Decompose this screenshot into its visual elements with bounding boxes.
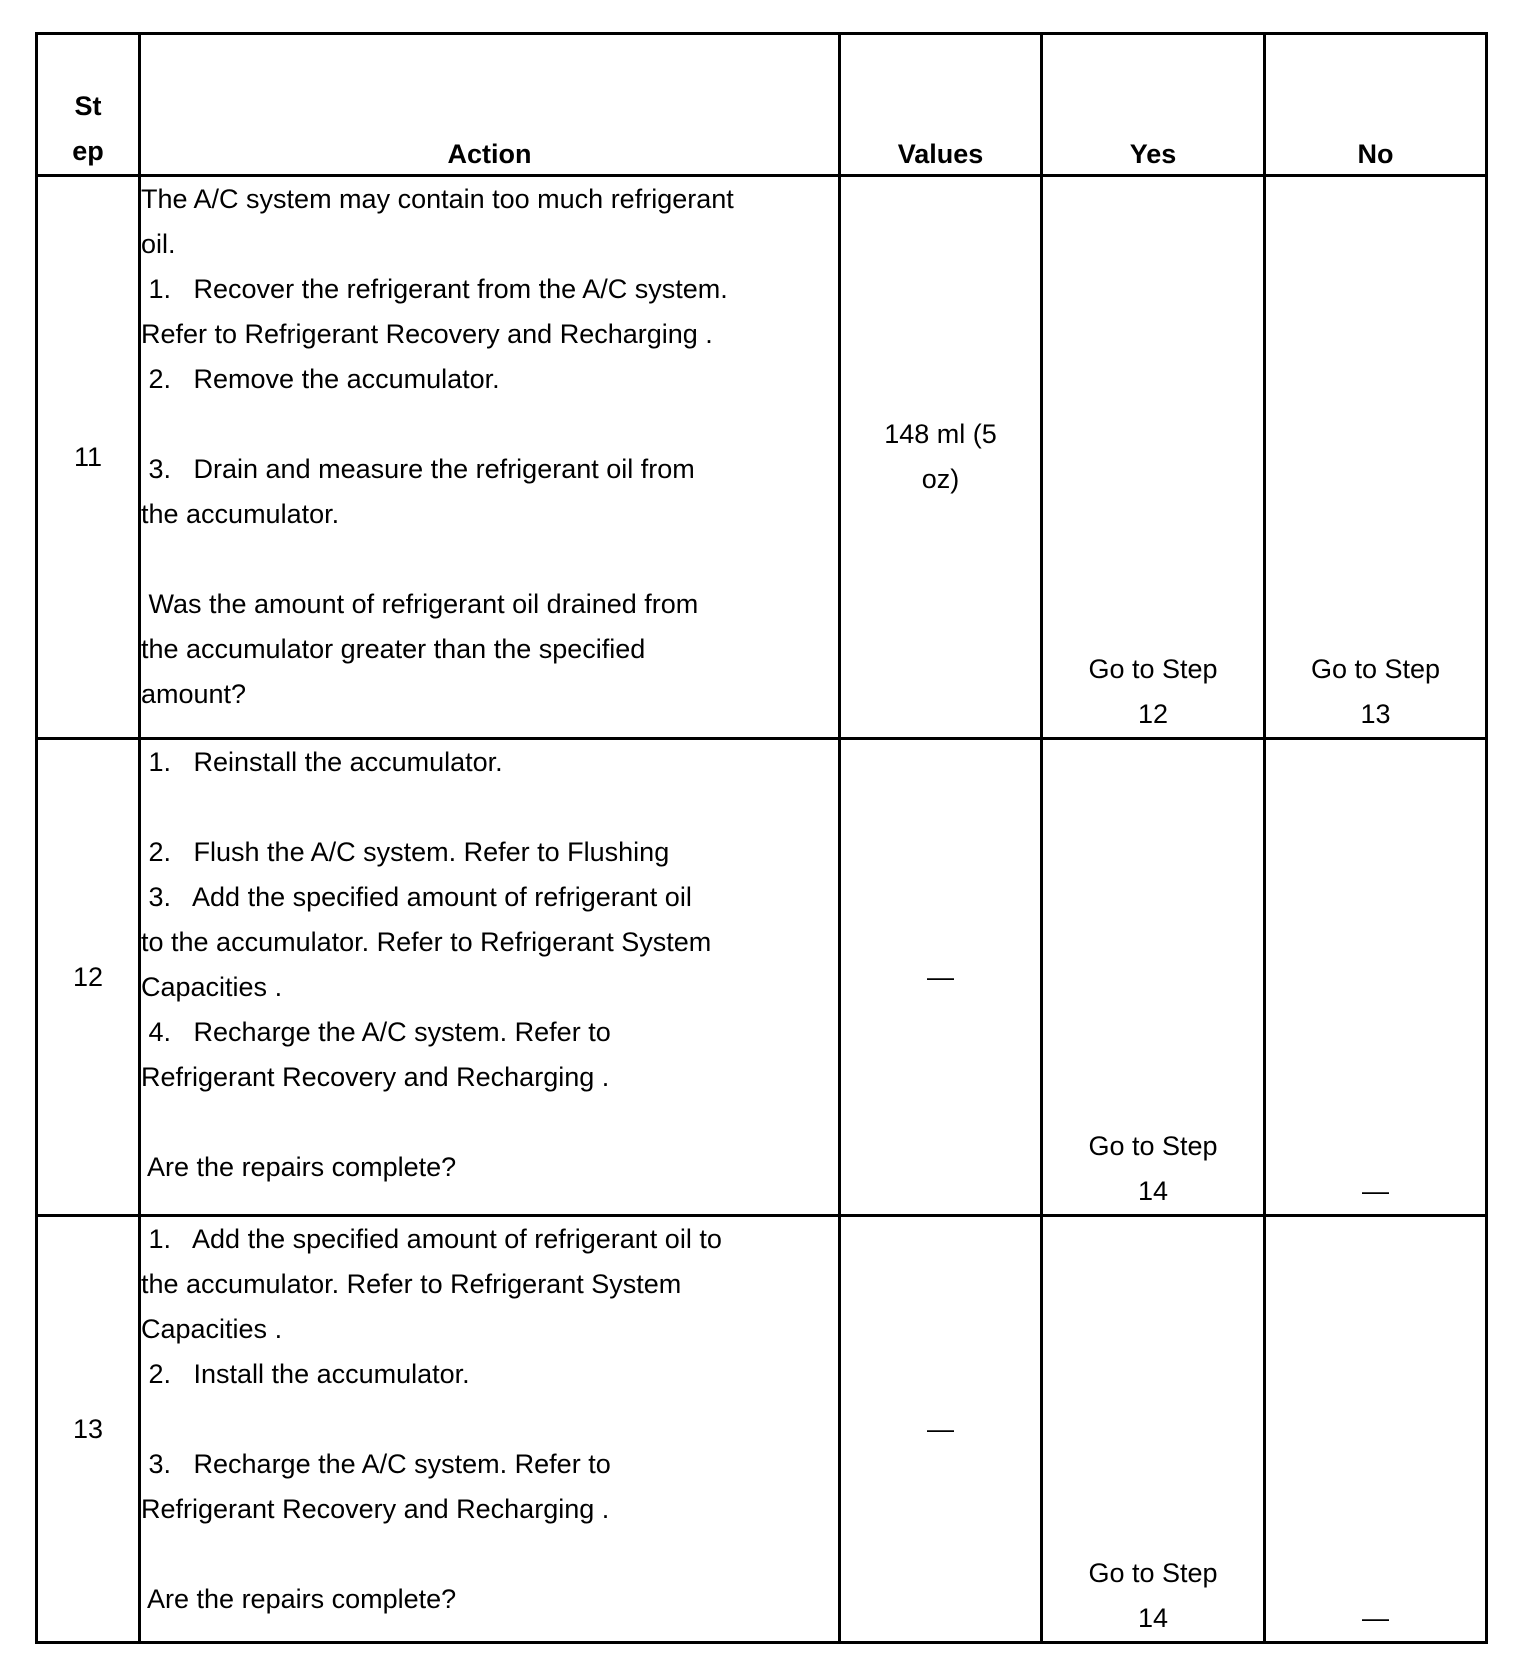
no-cell <box>1265 739 1487 1216</box>
header-action: Action <box>140 34 840 176</box>
action-line <box>141 785 838 830</box>
yes-text: Go to Step <box>1088 1558 1218 1588</box>
action-line <box>141 537 838 582</box>
yes-text: Go to Step <box>1088 654 1218 684</box>
action-line: Capacities . <box>141 1314 283 1344</box>
action-line: to the accumulator. Refer to Refrigerant System <box>141 927 712 957</box>
value-text: — <box>927 961 954 992</box>
table-row-step-12 <box>37 739 1487 1216</box>
diagnostic-table <box>35 32 1488 1644</box>
header-values: Values <box>840 34 1042 176</box>
yes-text: Go to Step <box>1088 1131 1218 1161</box>
action-line: the accumulator. <box>141 499 340 529</box>
no-text: — <box>1362 1176 1389 1206</box>
yes-text: 14 <box>1137 1176 1169 1206</box>
values-cell <box>840 739 1042 1216</box>
yes-cell <box>1042 1216 1265 1643</box>
action-line: 2. Remove the accumulator. <box>141 364 500 394</box>
action-line: The A/C system may contain too much refrigerant <box>141 184 734 214</box>
header-row <box>37 34 1487 176</box>
header-no: No <box>1265 34 1487 176</box>
value-text: oz) <box>921 464 960 494</box>
action-line: 4. Recharge the A/C system. Refer to <box>141 1017 611 1047</box>
action-line: Refrigerant Recovery and Recharging . <box>141 1494 610 1524</box>
no-text: — <box>1362 1603 1389 1633</box>
no-cell <box>1265 176 1487 739</box>
no-cell <box>1265 1216 1487 1643</box>
action-line: 3. Add the specified amount of refrigerant oil <box>141 882 692 912</box>
action-cell <box>140 1216 840 1643</box>
step-number: 12 <box>72 961 104 992</box>
action-line: the accumulator greater than the specified <box>141 634 646 664</box>
action-line: the accumulator. Refer to Refrigerant System <box>141 1269 682 1299</box>
header-yes: Yes <box>1042 34 1265 176</box>
action-line: 2. Install the accumulator. <box>141 1359 470 1389</box>
header-step <box>37 34 140 176</box>
table-row-step-11 <box>37 176 1487 739</box>
yes-cell <box>1042 739 1265 1216</box>
action-line: amount? <box>141 679 247 709</box>
action-line: 1. Add the specified amount of refrigerant oil to <box>141 1224 722 1254</box>
action-line: 1. Reinstall the accumulator. <box>141 747 503 777</box>
yes-text: 14 <box>1137 1603 1169 1633</box>
action-line: Was the amount of refrigerant oil drained from <box>141 589 699 619</box>
step-number-cell <box>37 1216 140 1643</box>
value-text: — <box>927 1413 954 1444</box>
no-text: 13 <box>1360 699 1391 729</box>
values-cell <box>840 176 1042 739</box>
action-line: 3. Recharge the A/C system. Refer to <box>141 1449 611 1479</box>
value-text: 148 ml (5 <box>884 419 997 449</box>
values-cell <box>840 1216 1042 1643</box>
table-row-step-13 <box>37 1216 1487 1643</box>
action-line <box>141 1100 838 1145</box>
action-line: 1. Recover the refrigerant from the A/C system. <box>141 274 728 304</box>
step-number-cell <box>37 176 140 739</box>
action-line: oil. <box>141 229 176 259</box>
action-line: 2. Flush the A/C system. Refer to Flushing <box>141 837 670 867</box>
action-line: Are the repairs complete? <box>141 1584 457 1614</box>
action-line: 3. Drain and measure the refrigerant oil from <box>141 454 695 484</box>
no-text: Go to Step <box>1310 654 1441 684</box>
action-line: Refer to Refrigerant Recovery and Recharging . <box>141 319 713 349</box>
header-step-line1: St <box>74 91 102 121</box>
yes-text: 12 <box>1137 699 1169 729</box>
action-line: Capacities . <box>141 972 283 1002</box>
action-line: Refrigerant Recovery and Recharging . <box>141 1062 610 1092</box>
action-line <box>141 1397 838 1442</box>
action-line <box>141 402 838 447</box>
step-number-cell <box>37 739 140 1216</box>
action-cell <box>140 739 840 1216</box>
action-cell <box>140 176 840 739</box>
header-step-line2: ep <box>72 136 104 166</box>
step-number: 13 <box>72 1413 104 1444</box>
action-line <box>141 1532 838 1577</box>
step-number: 11 <box>73 441 103 472</box>
yes-cell <box>1042 176 1265 739</box>
action-line: Are the repairs complete? <box>141 1152 457 1182</box>
